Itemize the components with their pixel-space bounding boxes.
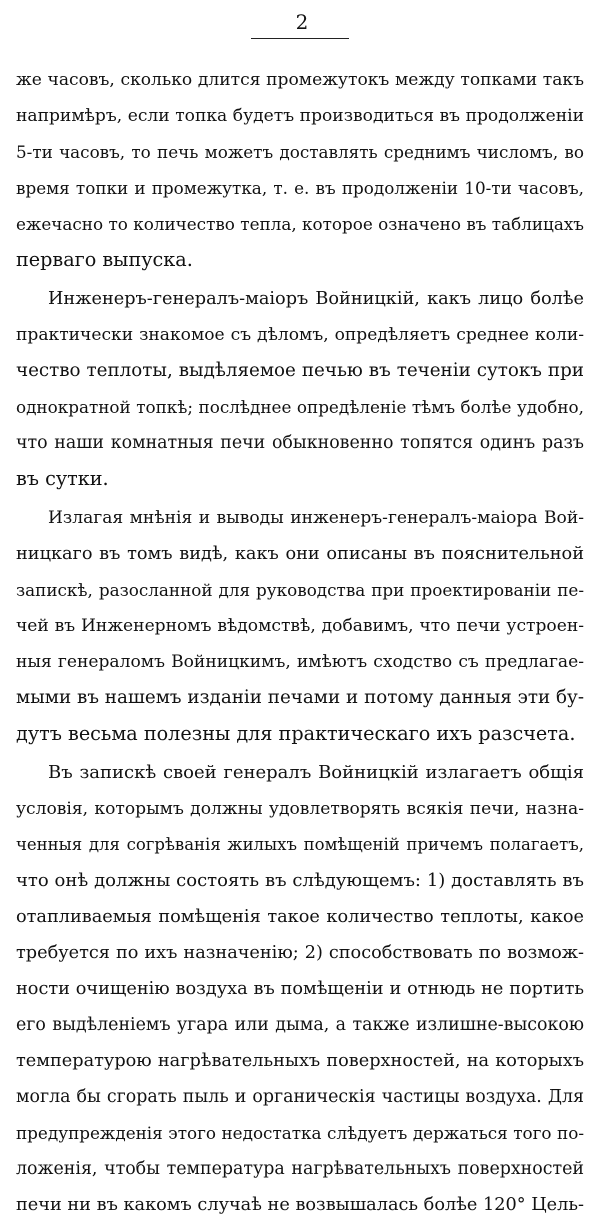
text-line: практически знакомое съ дѣломъ, опредѣляетъ среднее коли- <box>16 325 584 345</box>
paragraph <box>16 62 584 278</box>
text-line: что онѣ должны состоять въ слѣдующемъ: 1) доставлять въ <box>16 870 584 891</box>
text-line: ежечасно то количество тепла, которое означено въ таблицахъ <box>16 214 584 234</box>
text-line: Излагая мнѣнія и выводы инженеръ-генералъ-маіора Вой- <box>48 508 584 528</box>
text-line: мыми въ нашемъ изданіи печами и потому данныя эти бу- <box>16 687 584 708</box>
text-line: время топки и промежутка, т. е. въ продолженіи 10-ти часовъ, <box>16 178 584 198</box>
text-line: 5-ти часовъ, то печь можетъ доставлять среднимъ числомъ, во <box>16 142 584 162</box>
text-line: въ сутки. <box>16 467 109 490</box>
paragraph <box>16 281 584 497</box>
text-line: требуется по ихъ назначенію; 2) способствовать по возмож- <box>16 943 584 963</box>
text-line: дутъ весьма полезны для практическаго ихъ разсчета. <box>16 722 576 745</box>
text-line: напримѣръ, если топка будетъ производиться въ продолженіи <box>16 106 584 126</box>
text-line: запискѣ, разосланной для руководства при проектированіи пе- <box>16 580 584 600</box>
text-line: условія, которымъ должны удовлетворять всякія печи, назна- <box>16 799 584 819</box>
page-number: 2 <box>295 10 309 34</box>
text-line: чей въ Инженерномъ вѣдомствѣ, добавимъ, что печи устроен- <box>16 616 584 636</box>
paragraph <box>16 500 584 752</box>
text-line: предупрежденія этого недостатка слѣдуетъ держаться того по- <box>16 1123 584 1143</box>
text-line: ложенія, чтобы температура нагрѣвательныхъ поверхностей <box>16 1159 584 1179</box>
text-line: печи ни въ какомъ случаѣ не возвышалась болѣе 120° Цель- <box>16 1195 584 1215</box>
text-line: могла бы сгорать пыль и органическія частицы воздуха. Для <box>16 1087 584 1107</box>
text-line: ницкаго въ томъ видѣ, какъ они описаны въ пояснительной <box>16 544 584 564</box>
header-rule <box>251 38 349 39</box>
text-line: ныя генераломъ Войницкимъ, имѣютъ сходство съ предлагае- <box>16 652 584 672</box>
text-line: Инженеръ-генералъ-маіоръ Войницкій, какъ лицо болѣе <box>48 289 584 309</box>
text-line: отапливаемыя помѣщенія такое количество теплоты, какое <box>16 907 584 927</box>
text-line: чество теплоты, выдѣляемое печью въ теченіи сутокъ при <box>16 360 584 381</box>
text-line: температурою нагрѣвательныхъ поверхностей, на которыхъ <box>16 1051 584 1071</box>
text-line: Въ запискѣ своей генералъ Войницкій излагаетъ общія <box>48 762 584 783</box>
text-line: перваго выпуска. <box>16 248 193 271</box>
text-line: его выдѣленіемъ угара или дыма, а также излишне-высокою <box>16 1015 584 1035</box>
text-line: что наши комнатныя печи обыкновенно топятся одинъ разъ <box>16 433 584 453</box>
text-line: же часовъ, сколько длится промежутокъ между топками такъ <box>16 70 584 90</box>
text-line: однократной топкѣ; послѣднее опредѣленіе тѣмъ болѣе удобно, <box>16 397 584 417</box>
body-text <box>16 62 584 1223</box>
text-line: ченныя для согрѣванія жилыхъ помѣщеній причемъ полагаетъ, <box>16 835 584 854</box>
paragraph <box>16 755 584 1223</box>
text-line: ности очищенію воздуха въ помѣщеніи и отнюдь не портить <box>16 979 584 999</box>
